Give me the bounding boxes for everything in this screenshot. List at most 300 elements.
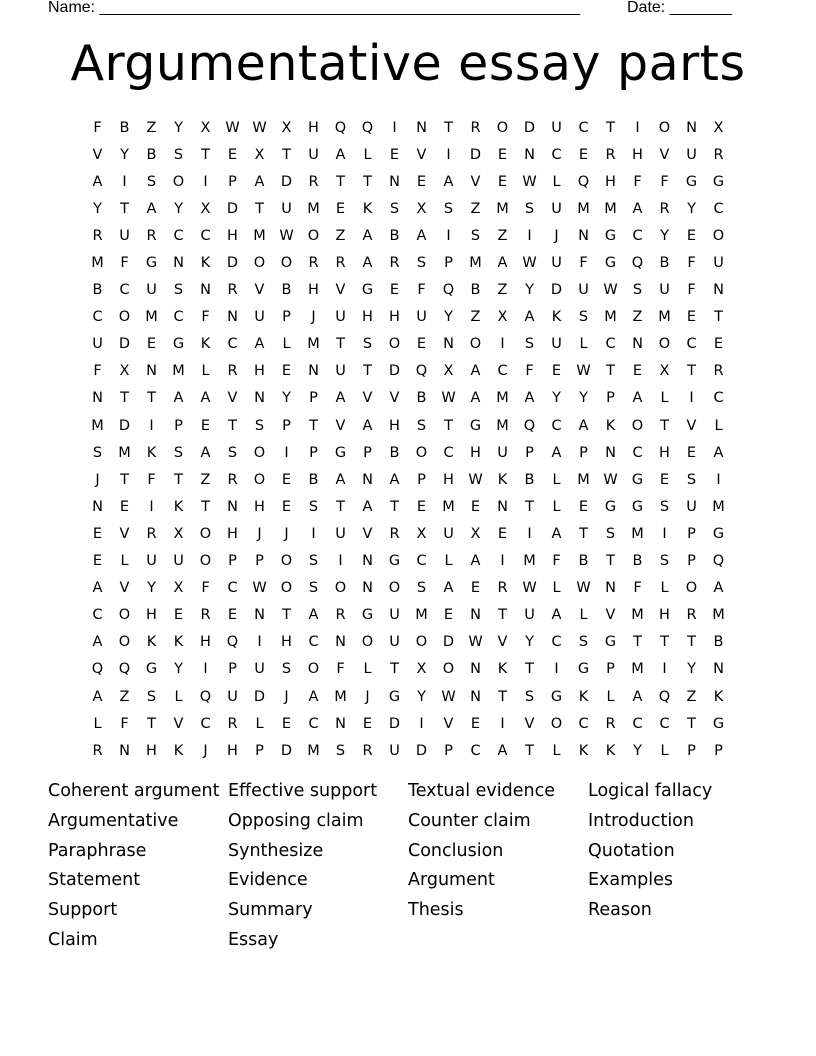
grid-cell: D: [442, 634, 455, 651]
grid-cell: Q: [118, 661, 131, 678]
grid-cell: T: [336, 173, 345, 190]
grid-cell: C: [578, 715, 589, 732]
grid-cell: U: [659, 282, 670, 299]
grid-cell: I: [446, 146, 451, 163]
grid-cell: X: [443, 363, 454, 380]
grid-cell: A: [470, 390, 481, 407]
grid-cell: Y: [687, 200, 696, 217]
grid-cell: I: [149, 417, 154, 434]
grid-cell: L: [255, 715, 264, 732]
grid-cell: R: [713, 363, 724, 380]
grid-cell: C: [119, 282, 130, 299]
grid-cell: E: [335, 200, 346, 217]
grid-cell: T: [714, 309, 723, 326]
grid-cell: N: [416, 119, 427, 136]
grid-cell: K: [200, 255, 211, 272]
grid-cell: F: [93, 363, 102, 380]
grid-cell: B: [119, 119, 130, 136]
grid-cell: Q: [577, 173, 590, 190]
grid-cell: A: [92, 173, 103, 190]
grid-cell: H: [227, 742, 238, 759]
grid-cell: O: [712, 227, 725, 244]
grid-cell: S: [416, 580, 427, 597]
grid-cell: E: [632, 363, 643, 380]
grid-cell: X: [470, 525, 481, 542]
grid-cell: L: [714, 417, 723, 434]
grid-cell: E: [497, 173, 508, 190]
grid-cell: I: [500, 715, 505, 732]
grid-cell: Y: [417, 688, 426, 705]
grid-cell: I: [716, 471, 721, 488]
grid-cell: O: [631, 417, 644, 434]
grid-cell: E: [362, 715, 373, 732]
grid-cell: G: [604, 255, 617, 272]
grid-cell: S: [416, 255, 427, 272]
grid-cell: S: [659, 553, 670, 570]
grid-cell: I: [419, 715, 424, 732]
grid-cell: C: [92, 607, 103, 624]
grid-cell: E: [416, 173, 427, 190]
grid-cell: I: [203, 173, 208, 190]
grid-cell: W: [441, 688, 456, 705]
grid-cell: Z: [146, 119, 157, 136]
grid-cell: M: [118, 444, 131, 461]
grid-cell: O: [685, 580, 698, 597]
grid-cell: V: [389, 390, 400, 407]
grid-cell: V: [335, 417, 346, 434]
grid-cell: R: [308, 173, 319, 190]
grid-cell: T: [363, 173, 372, 190]
grid-cell: M: [307, 742, 320, 759]
grid-cell: M: [658, 309, 671, 326]
grid-cell: Q: [415, 363, 428, 380]
grid-cell: E: [200, 417, 211, 434]
grid-cell: M: [334, 688, 347, 705]
grid-cell: A: [308, 688, 319, 705]
grid-cell: O: [172, 173, 185, 190]
grid-cell: E: [551, 363, 562, 380]
word-list-item: Evidence: [228, 870, 308, 891]
grid-cell: P: [714, 742, 723, 759]
grid-cell: T: [201, 498, 210, 515]
word-list-item: Logical fallacy: [588, 781, 713, 801]
grid-cell: Z: [497, 227, 508, 244]
grid-cell: U: [551, 119, 562, 136]
grid-cell: G: [361, 607, 374, 624]
grid-cell: P: [606, 390, 615, 407]
grid-cell: C: [92, 309, 103, 326]
grid-cell: I: [662, 525, 667, 542]
grid-cell: A: [470, 553, 481, 570]
grid-cell: F: [660, 173, 669, 190]
grid-cell: Z: [470, 309, 481, 326]
grid-cell: N: [605, 580, 616, 597]
grid-cell: W: [441, 390, 456, 407]
grid-cell: G: [172, 336, 185, 353]
grid-cell: P: [309, 444, 318, 461]
grid-cell: D: [280, 173, 293, 190]
grid-cell: B: [146, 146, 157, 163]
grid-cell: Y: [525, 634, 534, 651]
grid-cell: V: [524, 715, 535, 732]
grid-cell: K: [146, 634, 157, 651]
grid-cell: O: [280, 580, 293, 597]
grid-cell: P: [687, 742, 696, 759]
grid-cell: T: [147, 715, 156, 732]
grid-cell: Y: [147, 580, 156, 597]
grid-cell: S: [578, 309, 589, 326]
grid-cell: G: [577, 661, 590, 678]
grid-cell: N: [200, 282, 211, 299]
grid-cell: T: [525, 498, 534, 515]
grid-cell: X: [119, 363, 130, 380]
grid-cell: U: [578, 282, 589, 299]
grid-cell: X: [200, 119, 211, 136]
grid-cell: O: [253, 444, 266, 461]
word-list-item: Examples: [588, 870, 674, 891]
grid-cell: D: [226, 255, 239, 272]
grid-cell: P: [309, 390, 318, 407]
grid-cell: O: [199, 525, 212, 542]
grid-cell: K: [713, 688, 724, 705]
grid-cell: I: [203, 661, 208, 678]
grid-cell: L: [552, 173, 561, 190]
grid-cell: T: [633, 634, 642, 651]
grid-cell: E: [416, 498, 427, 515]
grid-cell: U: [713, 255, 724, 272]
grid-cell: D: [253, 688, 266, 705]
grid-cell: O: [388, 580, 401, 597]
grid-cell: V: [362, 390, 373, 407]
grid-cell: V: [497, 634, 508, 651]
grid-cell: U: [551, 336, 562, 353]
grid-cell: I: [689, 390, 694, 407]
grid-cell: A: [335, 390, 346, 407]
grid-cell: M: [145, 309, 158, 326]
grid-cell: U: [443, 525, 454, 542]
grid-cell: D: [118, 417, 131, 434]
grid-cell: V: [335, 282, 346, 299]
grid-cell: Y: [444, 309, 453, 326]
grid-cell: K: [362, 200, 373, 217]
grid-cell: F: [147, 471, 156, 488]
grid-cell: G: [388, 553, 401, 570]
grid-cell: S: [146, 173, 157, 190]
grid-cell: E: [281, 498, 292, 515]
grid-cell: N: [497, 498, 508, 515]
grid-cell: K: [605, 742, 616, 759]
grid-cell: G: [469, 417, 482, 434]
grid-cell: T: [525, 661, 534, 678]
grid-cell: R: [227, 715, 238, 732]
grid-cell: U: [281, 200, 292, 217]
grid-cell: E: [92, 553, 103, 570]
grid-cell: R: [227, 363, 238, 380]
grid-cell: C: [632, 227, 643, 244]
grid-cell: O: [280, 553, 293, 570]
grid-cell: E: [281, 715, 292, 732]
grid-cell: F: [336, 661, 345, 678]
grid-cell: R: [389, 255, 400, 272]
grid-cell: P: [444, 255, 453, 272]
grid-cell: K: [551, 309, 562, 326]
grid-cell: K: [497, 661, 508, 678]
grid-cell: N: [227, 309, 238, 326]
word-list-item: Claim: [48, 929, 98, 950]
grid-cell: Z: [470, 200, 481, 217]
grid-cell: R: [686, 607, 697, 624]
grid-cell: C: [551, 146, 562, 163]
word-list-item: Textual evidence: [408, 781, 555, 801]
grid-cell: O: [550, 715, 563, 732]
grid-cell: G: [145, 255, 158, 272]
grid-cell: Y: [174, 119, 183, 136]
grid-cell: W: [522, 173, 537, 190]
grid-cell: C: [308, 715, 319, 732]
grid-cell: A: [551, 525, 562, 542]
grid-cell: C: [416, 553, 427, 570]
grid-cell: T: [228, 417, 237, 434]
grid-cell: A: [92, 580, 103, 597]
grid-cell: M: [172, 363, 185, 380]
grid-cell: Q: [91, 661, 104, 678]
grid-cell: C: [632, 715, 643, 732]
grid-cell: R: [470, 119, 481, 136]
grid-cell: P: [282, 309, 291, 326]
grid-cell: S: [146, 688, 157, 705]
grid-cell: V: [416, 146, 427, 163]
grid-cell: U: [308, 146, 319, 163]
grid-cell: M: [712, 498, 725, 515]
grid-cell: M: [442, 498, 455, 515]
grid-cell: A: [713, 444, 724, 461]
grid-cell: O: [253, 471, 266, 488]
grid-cell: S: [92, 444, 103, 461]
grid-cell: Z: [200, 471, 211, 488]
grid-cell: F: [633, 173, 642, 190]
grid-cell: A: [713, 580, 724, 597]
grid-cell: S: [173, 146, 184, 163]
grid-cell: A: [470, 363, 481, 380]
grid-cell: U: [92, 336, 103, 353]
grid-cell: S: [686, 471, 697, 488]
grid-cell: M: [496, 417, 509, 434]
grid-cell: V: [119, 580, 130, 597]
grid-cell: N: [632, 336, 643, 353]
grid-cell: A: [146, 200, 157, 217]
grid-cell: C: [713, 390, 724, 407]
grid-cell: S: [281, 661, 292, 678]
grid-cell: I: [311, 525, 316, 542]
grid-cell: X: [416, 661, 427, 678]
grid-cell: J: [365, 688, 370, 705]
grid-cell: A: [551, 444, 562, 461]
word-list-item: Essay: [228, 929, 279, 950]
grid-cell: N: [92, 498, 103, 515]
grid-cell: B: [389, 227, 400, 244]
grid-cell: M: [91, 417, 104, 434]
grid-cell: F: [120, 255, 129, 272]
grid-cell: P: [228, 553, 237, 570]
grid-cell: E: [497, 525, 508, 542]
grid-cell: U: [551, 255, 562, 272]
grid-cell: S: [173, 444, 184, 461]
grid-cell: E: [686, 444, 697, 461]
grid-cell: C: [227, 336, 238, 353]
grid-cell: O: [658, 336, 671, 353]
grid-cell: R: [659, 200, 670, 217]
grid-cell: W: [468, 471, 483, 488]
grid-cell: K: [173, 634, 184, 651]
grid-cell: A: [362, 227, 373, 244]
grid-cell: L: [363, 146, 372, 163]
grid-cell: T: [336, 336, 345, 353]
grid-cell: O: [658, 119, 671, 136]
grid-cell: F: [579, 255, 588, 272]
grid-cell: G: [685, 173, 698, 190]
grid-cell: C: [659, 715, 670, 732]
grid-cell: Z: [686, 688, 697, 705]
grid-cell: H: [308, 282, 319, 299]
grid-cell: N: [254, 607, 265, 624]
grid-cell: T: [390, 661, 399, 678]
grid-cell: U: [389, 742, 400, 759]
grid-cell: E: [578, 146, 589, 163]
grid-cell: S: [227, 444, 238, 461]
grid-cell: I: [635, 119, 640, 136]
grid-cell: T: [525, 742, 534, 759]
grid-cell: N: [578, 227, 589, 244]
grid-cell: S: [308, 498, 319, 515]
grid-cell: L: [120, 553, 129, 570]
grid-cell: R: [92, 742, 103, 759]
grid-cell: V: [470, 173, 481, 190]
grid-cell: H: [659, 444, 670, 461]
grid-cell: L: [552, 742, 561, 759]
grid-cell: T: [120, 390, 129, 407]
grid-cell: B: [389, 444, 400, 461]
grid-cell: S: [470, 227, 481, 244]
grid-cell: Y: [120, 146, 129, 163]
grid-cell: W: [603, 471, 618, 488]
grid-cell: C: [551, 634, 562, 651]
grid-cell: A: [632, 200, 643, 217]
grid-cell: L: [579, 336, 588, 353]
grid-cell: A: [443, 580, 454, 597]
grid-cell: K: [578, 742, 589, 759]
grid-cell: A: [362, 417, 373, 434]
grid-cell: A: [632, 688, 643, 705]
grid-cell: C: [578, 119, 589, 136]
grid-cell: T: [444, 119, 453, 136]
grid-cell: P: [174, 417, 183, 434]
grid-cell: G: [631, 498, 644, 515]
grid-cell: T: [363, 363, 372, 380]
grid-cell: H: [659, 607, 670, 624]
grid-cell: I: [257, 634, 262, 651]
grid-cell: M: [496, 200, 509, 217]
grid-cell: S: [578, 634, 589, 651]
grid-cell: N: [92, 390, 103, 407]
grid-cell: P: [363, 444, 372, 461]
grid-cell: T: [336, 498, 345, 515]
grid-cell: H: [146, 742, 157, 759]
grid-cell: J: [284, 688, 289, 705]
grid-cell: N: [443, 336, 454, 353]
grid-cell: U: [335, 525, 346, 542]
grid-cell: V: [686, 417, 697, 434]
grid-cell: M: [577, 200, 590, 217]
grid-cell: H: [200, 634, 211, 651]
grid-cell: A: [335, 471, 346, 488]
grid-cell: C: [227, 580, 238, 597]
grid-cell: U: [335, 363, 346, 380]
grid-cell: U: [146, 282, 157, 299]
grid-cell: O: [415, 634, 428, 651]
grid-cell: C: [443, 444, 454, 461]
grid-cell: N: [119, 742, 130, 759]
grid-cell: U: [335, 309, 346, 326]
grid-cell: D: [469, 146, 482, 163]
grid-cell: O: [496, 119, 509, 136]
grid-cell: M: [469, 255, 482, 272]
grid-cell: T: [174, 471, 183, 488]
grid-cell: E: [227, 146, 238, 163]
grid-cell: H: [146, 607, 157, 624]
grid-cell: A: [443, 173, 454, 190]
grid-cell: R: [227, 471, 238, 488]
grid-cell: U: [119, 227, 130, 244]
grid-cell: M: [415, 607, 428, 624]
grid-cell: I: [149, 498, 154, 515]
grid-cell: V: [659, 146, 670, 163]
grid-cell: K: [497, 471, 508, 488]
grid-cell: U: [416, 309, 427, 326]
grid-cell: T: [606, 363, 615, 380]
grid-cell: I: [554, 661, 559, 678]
grid-cell: V: [362, 525, 373, 542]
grid-cell: N: [524, 146, 535, 163]
grid-cell: E: [686, 227, 697, 244]
grid-cell: P: [525, 444, 534, 461]
grid-cell: T: [687, 634, 696, 651]
grid-cell: B: [524, 471, 535, 488]
grid-cell: E: [416, 336, 427, 353]
grid-cell: F: [525, 363, 534, 380]
grid-cell: T: [201, 146, 210, 163]
word-list-item: Introduction: [588, 810, 694, 831]
grid-cell: N: [227, 498, 238, 515]
grid-cell: D: [226, 200, 239, 217]
grid-cell: Y: [660, 227, 669, 244]
word-list-item: Conclusion: [408, 840, 504, 861]
word-list: [48, 778, 768, 957]
grid-cell: R: [497, 580, 508, 597]
grid-cell: B: [92, 282, 103, 299]
grid-cell: I: [338, 553, 343, 570]
grid-cell: N: [686, 119, 697, 136]
grid-cell: X: [659, 363, 670, 380]
grid-cell: C: [632, 444, 643, 461]
grid-cell: U: [497, 444, 508, 461]
grid-cell: T: [606, 119, 615, 136]
grid-cell: G: [550, 688, 563, 705]
grid-cell: R: [200, 607, 211, 624]
grid-cell: G: [604, 498, 617, 515]
grid-cell: R: [308, 255, 319, 272]
grid-cell: L: [552, 471, 561, 488]
grid-cell: M: [604, 200, 617, 217]
